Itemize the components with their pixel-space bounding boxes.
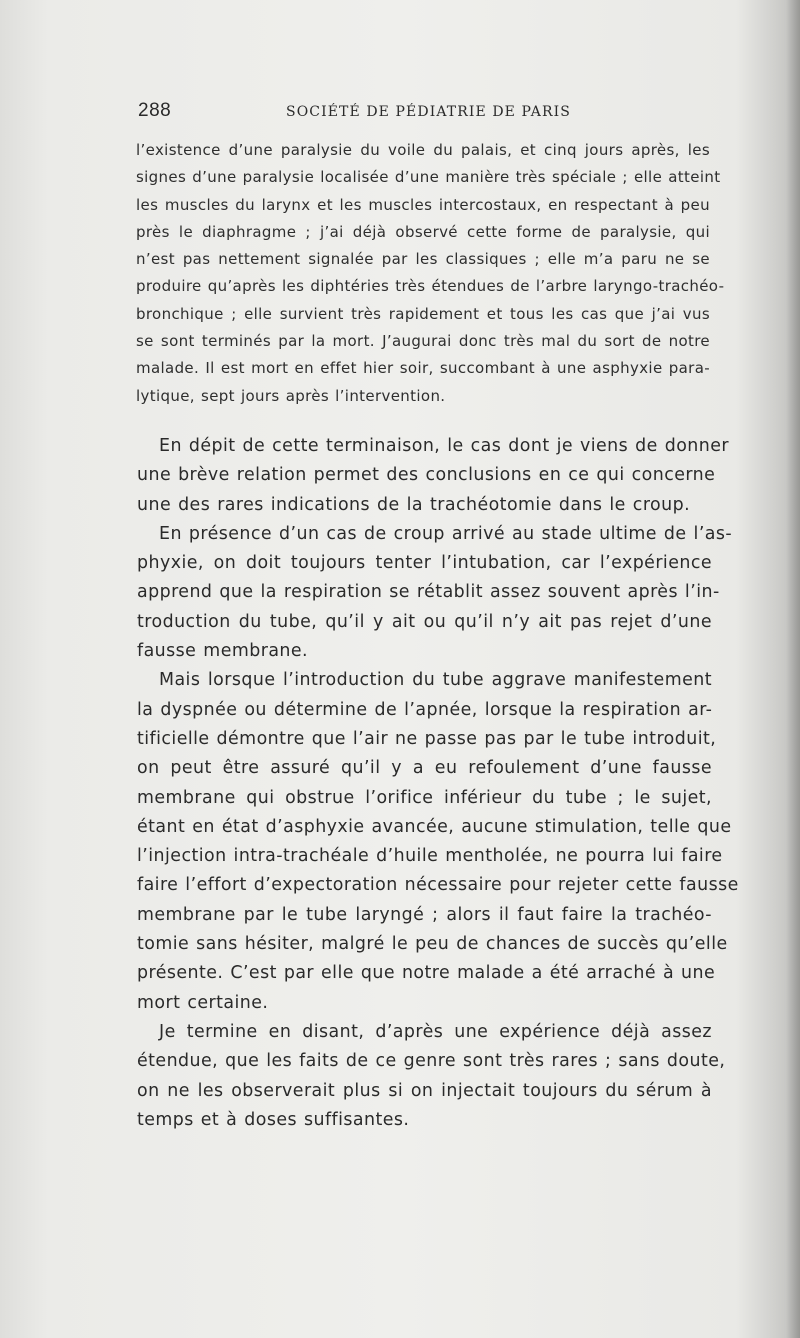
text-line: on peut être assuré qu’il y a eu refoulement d’une fausse	[137, 758, 712, 779]
text-line: apprend que la respiration se rétablit assez souvent après l’in-	[137, 582, 720, 603]
text-line: bronchique ; elle survient très rapidement et tous les cas que j’ai vus	[136, 304, 710, 323]
text-line: près le diaphragme ; j’ai déjà observé cette forme de paralysie, qui	[136, 222, 710, 241]
text-line: signes d’une paralysie localisée d’une manière très spéciale ; elle atteint	[136, 168, 721, 187]
paragraph	[137, 666, 739, 1018]
text-line: se sont terminés par la mort. J’augurai donc très mal du sort de notre	[136, 332, 710, 351]
paragraph	[137, 520, 733, 666]
text-line: une brève relation permet des conclusions en ce qui concerne	[137, 465, 716, 486]
main-text	[137, 432, 739, 1135]
text-line: membrane par le tube laryngé ; alors il faut faire la trachéo-	[137, 904, 712, 925]
page-number: 288	[138, 100, 172, 121]
text-line: phyxie, on doit toujours tenter l’intubation, car l’expérience	[137, 553, 712, 574]
text-line: Je termine en disant, d’après une expérience déjà assez	[159, 1021, 712, 1042]
text-line: troduction du tube, qu’il y ait ou qu’il n’y ait pas rejet d’une	[137, 611, 712, 632]
text-line: En présence d’un cas de croup arrivé au stade ultime de l’as-	[159, 523, 733, 544]
text-line: produire qu’après les diphtéries très étendues de l’arbre laryngo-trachéo-	[136, 277, 725, 296]
text-line: mort certaine.	[137, 992, 269, 1013]
text-line: l’existence d’une paralysie du voile du palais, et cinq jours après, les	[136, 141, 710, 159]
text-line: Mais lorsque l’introduction du tube aggrave manifestement	[159, 670, 712, 691]
text-line: étendue, que les faits de ce genre sont très rares ; sans doute,	[137, 1051, 726, 1072]
small-print-paragraph	[136, 137, 725, 410]
running-header	[138, 100, 710, 130]
text-line: temps et à doses suffisantes.	[137, 1109, 410, 1130]
text-line: lytique, sept jours après l’intervention.	[136, 386, 446, 405]
text-line: En dépit de cette terminaison, le cas dont je viens de donner	[159, 436, 730, 456]
journal-title: SOCIÉTÉ DE PÉDIATRIE DE PARIS	[286, 104, 571, 120]
text-line: tificielle démontre que l’air ne passe pas par le tube introduit,	[137, 728, 717, 749]
text-line: membrane qui obstrue l’orifice inférieur du tube ; le sujet,	[137, 787, 712, 808]
text-line: on ne les observerait plus si on injectait toujours du sérum à	[137, 1080, 712, 1101]
paragraph	[137, 1018, 726, 1135]
text-line: une des rares indications de la trachéotomie dans le croup.	[137, 494, 691, 515]
text-line: l’injection intra-trachéale d’huile mentholée, ne pourra lui faire	[137, 846, 723, 867]
text-line: tomie sans hésiter, malgré le peu de chances de succès qu’elle	[137, 934, 728, 955]
text-line: la dyspnée ou détermine de l’apnée, lorsque la respiration ar-	[137, 699, 713, 720]
text-line: n’est pas nettement signalée par les classiques ; elle m’a paru ne se	[136, 250, 710, 269]
text-line: fausse membrane.	[137, 641, 309, 662]
text-line: les muscles du larynx et les muscles intercostaux, en respectant à peu	[136, 195, 710, 214]
text-line: étant en état d’asphyxie avancée, aucune stimulation, telle que	[137, 816, 732, 837]
paragraph	[137, 432, 730, 520]
text-line: malade. Il est mort en effet hier soir, succombant à une asphyxie para-	[136, 359, 710, 378]
text-line: faire l’effort d’expectoration nécessaire pour rejeter cette fausse	[137, 875, 739, 896]
text-line: présente. C’est par elle que notre malade a été arraché à une	[137, 963, 716, 984]
